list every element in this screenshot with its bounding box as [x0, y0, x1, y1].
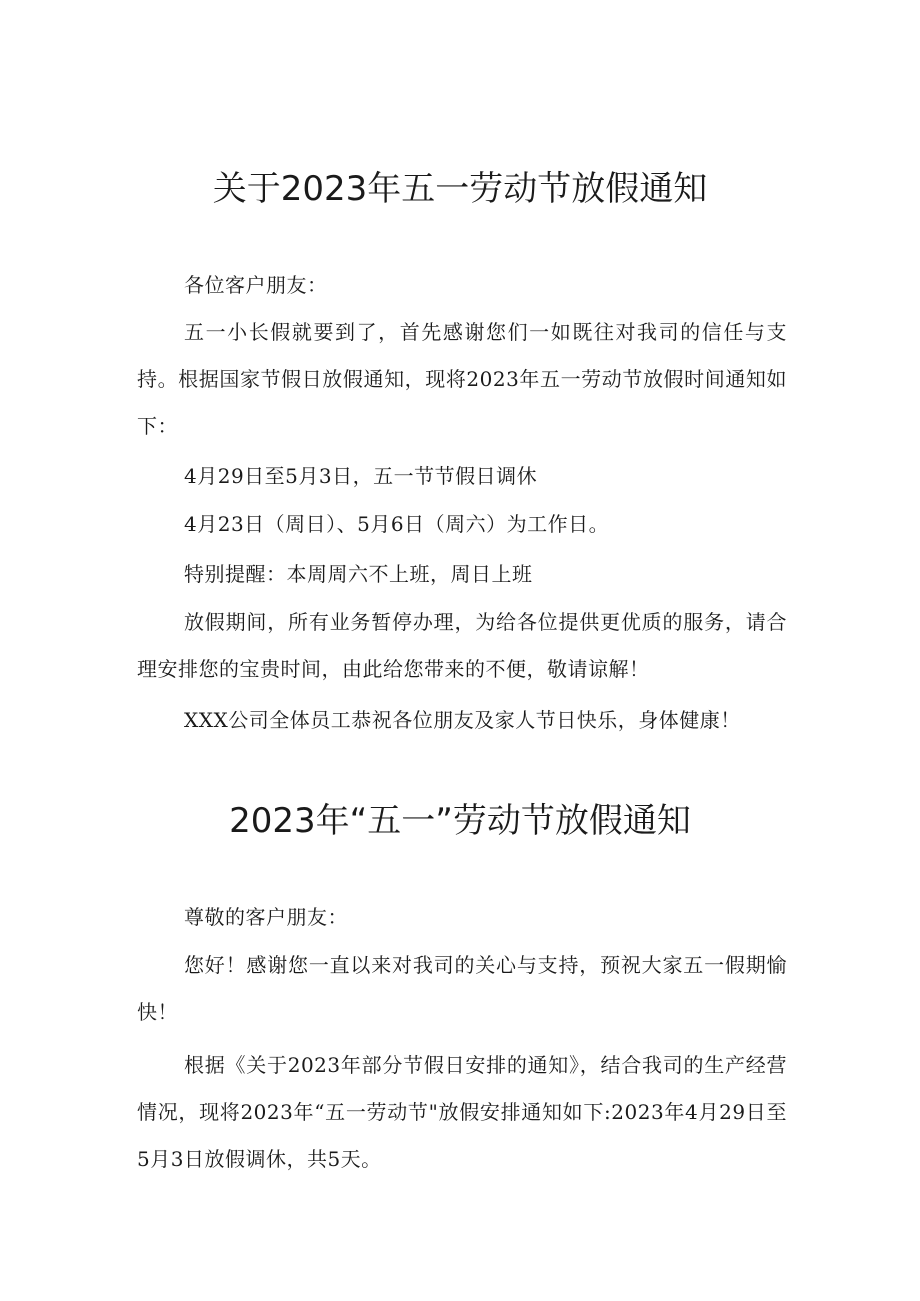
notice1-paragraph: 4月29日至5月3日，五一节节假日调休 [184, 464, 538, 488]
notice2-greeting: 尊敬的客户朋友： [184, 905, 348, 929]
notice1-paragraph: 特别提醒：本周周六不上班，周日上班 [184, 562, 533, 586]
notice2-paragraph: 根据《关于2023年部分节假日安排的通知》，结合我司的生产经营情况，现将2023年“五一劳动节"放假安排通知如下:2023年4月29日至5月3日放假调休，共5天。 [137, 1053, 787, 1171]
notice1-paragraph: 放假期间，所有业务暂停办理，为给各位提供更优质的服务，请合理安排您的宝贵时间，由此给您带来的不便，敬请谅解！ [137, 610, 787, 681]
notice1-closing: XXX公司全体员工恭祝各位朋友及家人节日快乐，身体健康！ [184, 708, 741, 732]
notice1-greeting: 各位客户朋友： [184, 273, 328, 297]
notice2-title: 2023年“五一”劳动节放假通知 [229, 801, 691, 841]
notice1-title: 关于2023年五一劳动节放假通知 [212, 169, 708, 209]
notice1-paragraph: 4月23日（周日）、5月6日（周六）为工作日。 [184, 512, 610, 536]
notice1-paragraph: 五一小长假就要到了，首先感谢您们一如既往对我司的信任与支持。根据国家节假日放假通知，现将2023年五一劳动节放假时间通知如下： [137, 320, 787, 438]
notice2-paragraph: 您好！感谢您一直以来对我司的关心与支持，预祝大家五一假期愉快！ [137, 953, 787, 1024]
